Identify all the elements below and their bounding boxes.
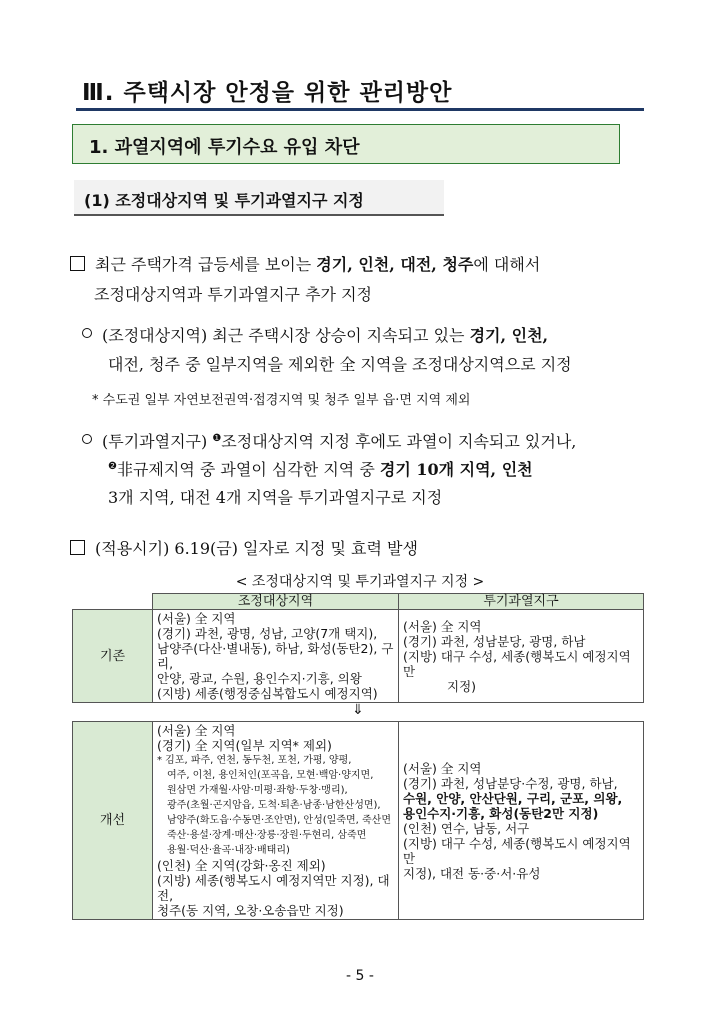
item1-line2: 대전, 청주 중 일부지역을 제외한 全 지역을 조정대상지역으로 지정 (108, 355, 572, 374)
cell-line: 용월·덕산·율곡·내장·배태리) (167, 845, 290, 856)
cell-line: 원삼면 가재월·사암·미평·좌항·두창·맹리), (167, 785, 348, 796)
cell-line: (인천) 全 지역(강화·옹진 제외) (157, 858, 326, 873)
page-number: - 5 - (346, 968, 374, 984)
emphasis: 경기 10개 지역, 인천 (379, 460, 533, 479)
table-corner (73, 594, 153, 610)
text: 조정대상지역 지정 후에도 과열이 지속되고 있거나, (221, 432, 577, 451)
existing-adjustment-cell (153, 610, 399, 703)
cell-line: (경기) 과천, 성남분당·수정, 광명, 하남, (403, 775, 618, 791)
cell-line: (지방) 세종(행복도시 예정지역만 지정), 대전, (157, 873, 390, 903)
cell-line: 용인수지·기흥, 화성(동탄2만 지정) (403, 805, 599, 821)
square-bullet-icon (70, 540, 85, 555)
table-row-improved (73, 722, 644, 920)
table-header-row (73, 594, 644, 610)
cell-line: (지방) 대구 수성, 세종(행복도시 예정지역만 (403, 835, 631, 866)
row-label-existing: 기존 (73, 610, 153, 703)
text: (투기과열지구) (102, 432, 213, 451)
improved-adjustment-cell (153, 722, 399, 920)
item2-line2 (108, 457, 533, 480)
cell-line: (서울) 全 지역 (403, 760, 482, 776)
cell-line: (서울) 全 지역 (157, 611, 236, 626)
cell-line: (서울) 全 지역 (403, 618, 482, 634)
cell-line: 광주(초월·곤지암읍, 도척·퇴촌·남종·남한산성면), (167, 800, 381, 811)
subsection-title: 1. 과열지역에 투기수요 유입 차단 (89, 137, 360, 158)
cell-line: 죽산·용설·장계·매산·장릉·장원·두현리, 삼죽면 (167, 830, 367, 841)
section-heading: Ⅲ. 주택시장 안정을 위한 관리방안 (82, 80, 453, 106)
improved-speculation-cell (399, 722, 644, 920)
square-bullet-icon (70, 256, 85, 271)
cell-line: (경기) 과천, 성남분당, 광명, 하남 (403, 633, 586, 649)
text: (적용시기) 6.19(금) 일자로 지정 및 효력 발생 (95, 539, 418, 558)
item2-line3: 3개 지역, 대전 4개 지역을 투기과열지구로 지정 (108, 488, 443, 507)
subsubsection-title-box (74, 180, 444, 216)
number-marker: ❷ (108, 461, 117, 472)
paragraph1-line1 (70, 252, 540, 275)
cell-line: (경기) 全 지역(일부 지역* 제외) (157, 738, 332, 753)
text: (조정대상지역) 최근 주택시장 상승이 지속되고 있는 (102, 326, 470, 345)
existing-speculation-cell (399, 610, 644, 703)
table-row-existing (73, 610, 644, 703)
emphasis: 경기, 인천, (469, 326, 549, 345)
circle-bullet-icon (82, 328, 92, 338)
table-arrow-row (73, 703, 644, 722)
cell-line: 청주(동 지역, 오창·오송읍만 지정) (157, 903, 344, 918)
item1-line1 (82, 323, 548, 346)
cell-line: (지방) 대구 수성, 세종(행복도시 예정지역만 (403, 648, 631, 679)
cell-line: 안양, 광교, 수원, 용인수지·기흥, 의왕 (157, 671, 362, 686)
subsubsection-title: (1) 조정대상지역 및 투기과열지구 지정 (84, 191, 364, 210)
subsection-title-box (72, 124, 620, 164)
cell-line: * 김포, 파주, 연천, 동두천, 포천, 가평, 양평, (157, 755, 352, 766)
cell-line: 여주, 이천, 용인처인(포곡읍, 모현·백암·양지면, (167, 770, 374, 781)
cell-line: (경기) 과천, 광명, 성남, 고양(7개 택지), (157, 626, 378, 641)
cell-line: 지정), 대전 동·중·서·유성 (403, 865, 541, 881)
cell-line: 지정) (447, 678, 477, 694)
table-caption: < 조정대상지역 및 투기과열지구 지정 > (235, 574, 485, 590)
number-marker: ❶ (212, 433, 222, 444)
paragraph1-line2: 조정대상지역과 투기과열지구 추가 지정 (94, 285, 373, 304)
item2-line1 (82, 429, 576, 452)
regions-table (72, 593, 644, 920)
emphasis: 경기, 인천, 대전, 청주 (316, 255, 474, 274)
note1: * 수도권 일부 자연보전권역·접경지역 및 청주 일부 읍·면 지역 제외 (92, 393, 471, 408)
header-speculation-zone: 투기과열지구 (399, 594, 644, 610)
cell-line: (인천) 연수, 남동, 서구 (403, 820, 530, 836)
row-label-improved: 개선 (73, 722, 153, 920)
circle-bullet-icon (82, 434, 92, 444)
cell-line: 남양주(화도읍·수동면·조안면), 안성(일죽면, 죽산면 (167, 815, 391, 826)
text: 非규제지역 중 과열이 심각한 지역 중 (116, 460, 380, 479)
text: 에 대해서 (473, 255, 541, 274)
cell-line: (지방) 세종(행정중심복합도시 예정지역) (157, 686, 378, 701)
header-adjustment-area: 조정대상지역 (153, 594, 399, 610)
text: 최근 주택가격 급등세를 보이는 (95, 255, 317, 274)
section-rule (76, 108, 644, 111)
cell-line: 남양주(다산·별내동), 하남, 화성(동탄2), 구리, (157, 641, 394, 671)
paragraph2 (70, 536, 418, 559)
down-arrow-icon: ⇓ (73, 703, 644, 722)
cell-line: 수원, 안양, 안산단원, 구리, 군포, 의왕, (403, 790, 623, 806)
cell-line: (서울) 全 지역 (157, 723, 236, 738)
